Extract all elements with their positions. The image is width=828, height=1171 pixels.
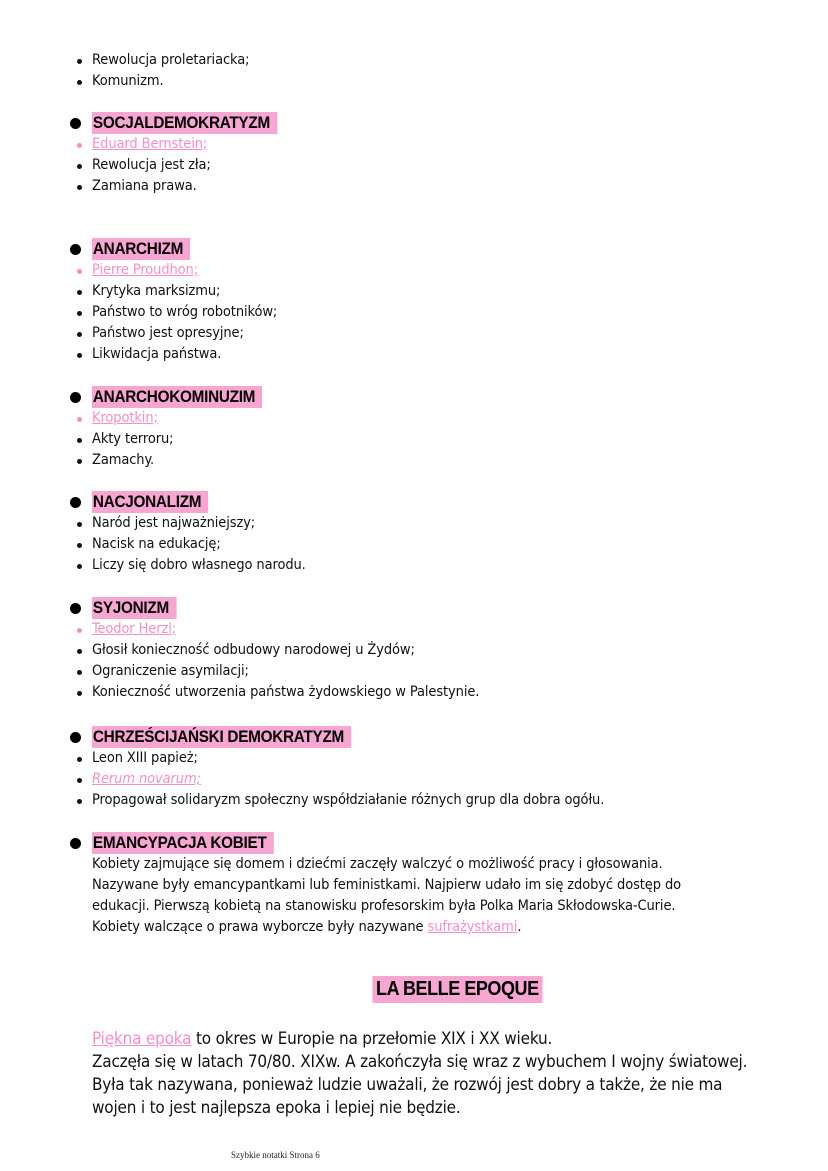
chrzescijanski-list [76, 748, 604, 811]
bullet-icon [70, 603, 81, 614]
link-pierre-proudhon[interactable]: Pierre Proudhon; [92, 262, 199, 278]
heading-chrzescijanski-demokratyzm: CHRZEŚCIJAŃSKI DEMOKRATYZM [70, 726, 380, 748]
list-item: Naród jest najważniejszy; [76, 513, 306, 534]
list-item: Akty terroru; [76, 429, 173, 450]
paragraph-line: wojen i to jest najlepsza epoka i lepiej nie będzie. [92, 1098, 461, 1118]
list-item [76, 134, 211, 155]
heading-syjonizm: SYJONIZM [70, 597, 186, 619]
list-item: Zamiana prawa. [76, 176, 211, 197]
page-footer: Szybkie notatki Strona 6 [231, 1150, 320, 1160]
heading-anarchokomunizm: ANARCHOKOMINUZIM [70, 386, 281, 408]
list-item: Państwo jest opresyjne; [76, 323, 277, 344]
list-item: Komunizm. [76, 71, 249, 92]
list-item: Likwidacja państwa. [76, 344, 277, 365]
list-item [76, 260, 277, 281]
list-item [76, 408, 173, 429]
heading-anarchizm: ANARCHIZM [70, 238, 201, 260]
intro-list [76, 50, 249, 92]
link-teodor-herzl[interactable]: Teodor Herzl; [92, 621, 177, 637]
list-item: Rewolucja jest zła; [76, 155, 211, 176]
list-item: Nacisk na edukację; [76, 534, 306, 555]
link-kropotkin[interactable]: Kropotkin; [92, 410, 158, 426]
paragraph-line: Piękna epoka to okres w Europie na przełomie XIX i XX wieku. [92, 1029, 553, 1049]
link-rerum-novarum[interactable]: Rerum novarum; [92, 771, 201, 787]
paragraph-line: Kobiety zajmujące się domem i dziećmi zaczęły walczyć o możliwość pracy i głosowania. [92, 856, 663, 872]
syjonizm-list [76, 619, 479, 703]
heading-socjaldemokratyzm: SOCJALDEMOKRATYZM [70, 112, 298, 134]
bullet-icon [70, 838, 81, 849]
list-item [76, 619, 479, 640]
link-piekna-epoka[interactable]: Piękna epoka [92, 1029, 192, 1049]
paragraph-line: edukacji. Pierwszą kobietą na stanowisku profesorskim była Polka Maria Skłodowska-Curie. [92, 898, 676, 914]
heading-nacjonalizm: NACJONALIZM [70, 491, 221, 513]
link-sufrazystkami[interactable]: sufrażystkami [427, 919, 518, 935]
emancypacja-paragraph [92, 854, 681, 938]
paragraph-line: Zaczęła się w latach 70/80. XIXw. A zakończyła się wraz z wybuchem I wojny światowej. [92, 1052, 748, 1072]
bullet-icon [70, 118, 81, 129]
socjaldemokratyzm-list [76, 134, 211, 197]
list-item: Propagował solidaryzm społeczny współdziałanie różnych grup dla dobra ogółu. [76, 790, 604, 811]
bullet-icon [70, 244, 81, 255]
list-item: Liczy się dobro własnego narodu. [76, 555, 306, 576]
paragraph-line: Nazywane były emancypantkami lub feministkami. Najpierw udało im się zdobyć dostęp do [92, 877, 682, 893]
anarchizm-list [76, 260, 277, 365]
belle-epoque-title: LA BELLE EPOQUE [0, 976, 828, 1003]
list-item: Leon XIII papież; [76, 748, 604, 769]
link-eduard-bernstein[interactable]: Eduard Bernstein; [92, 136, 208, 152]
bullet-icon [70, 392, 81, 403]
list-item: Ograniczenie asymilacji; [76, 661, 479, 682]
list-item: Rewolucja proletariacka; [76, 50, 249, 71]
list-item: Krytyka marksizmu; [76, 281, 277, 302]
bullet-icon [70, 732, 81, 743]
list-item: Państwo to wróg robotników; [76, 302, 277, 323]
list-item [76, 769, 604, 790]
paragraph-line: Kobiety walczące o prawa wyborcze były nazywane sufrażystkami. [92, 919, 522, 935]
heading-emancypacja-kobiet: EMANCYPACJA KOBIET [70, 832, 294, 854]
list-item: Konieczność utworzenia państwa żydowskiego w Palestynie. [76, 682, 479, 703]
list-item: Zamachy. [76, 450, 173, 471]
bullet-icon [70, 497, 81, 508]
anarchokomunizm-list [76, 408, 173, 471]
paragraph-line: Była tak nazywana, ponieważ ludzie uważali, że rozwój jest dobry a także, że nie ma [92, 1075, 723, 1095]
belle-epoque-paragraph [92, 1028, 747, 1120]
list-item: Głosił konieczność odbudowy narodowej u Żydów; [76, 640, 479, 661]
nacjonalizm-list [76, 513, 306, 576]
